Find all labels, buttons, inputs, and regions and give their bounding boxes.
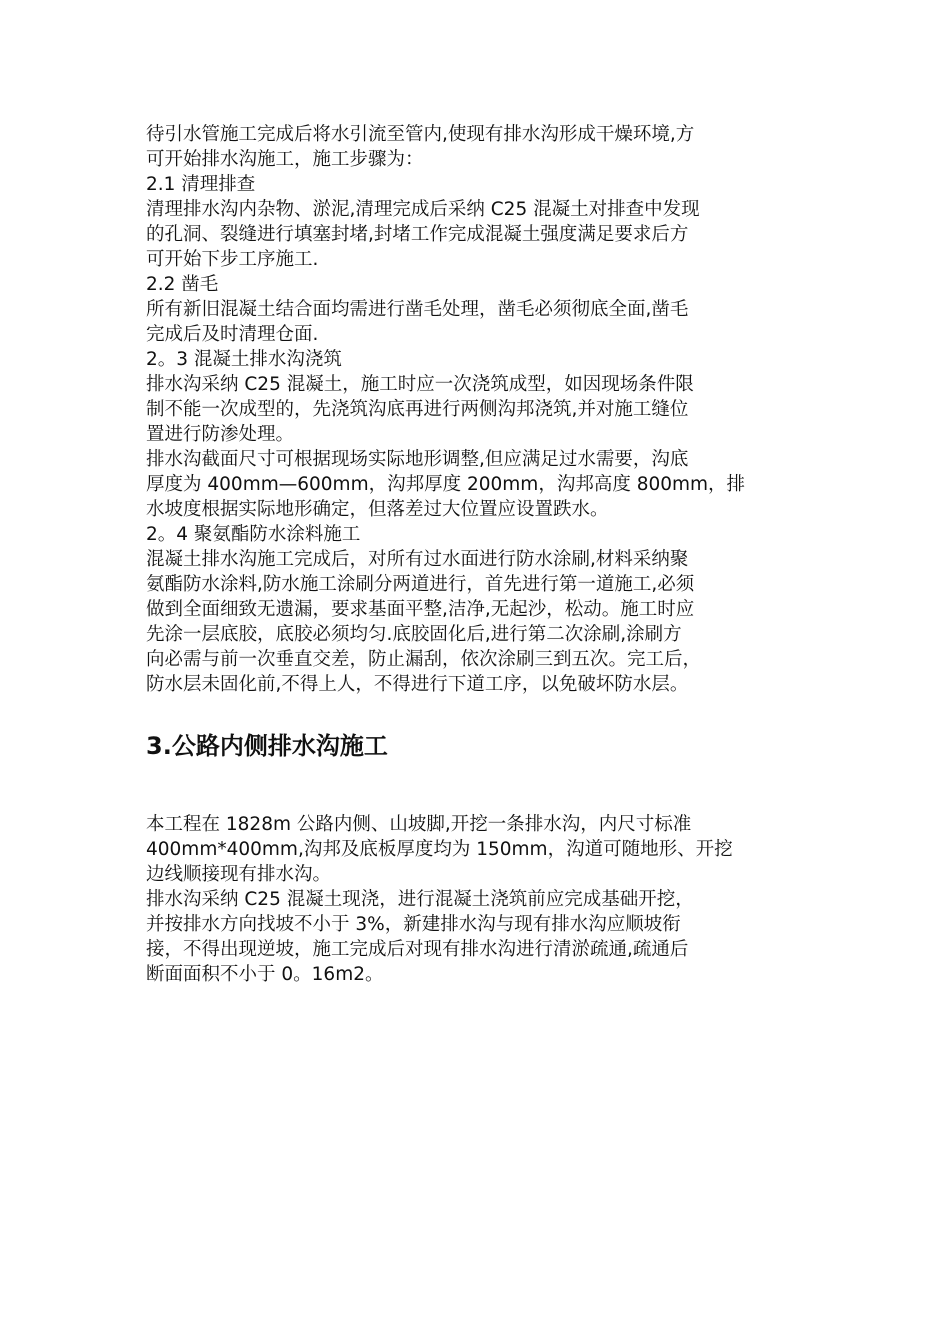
document-page bbox=[146, 122, 826, 987]
text-line: 向必需与前一次垂直交差，防止漏刮，依次涂刷三到五次。完工后， bbox=[146, 649, 702, 670]
text-line: 厚度为 400mm—600mm，沟邦厚度 200mm，沟邦高度 800mm，排 bbox=[146, 474, 746, 495]
text-line: 待引水管施工完成后将水引流至管内,使现有排水沟形成干燥环境,方 bbox=[146, 124, 695, 145]
text-line: 防水层未固化前,不得上人，不得进行下道工序，以免破坏防水层。 bbox=[146, 674, 689, 695]
text-line: 边线顺接现有排水沟。 bbox=[146, 864, 332, 885]
subheading-2-3: 2。3 混凝土排水沟浇筑 bbox=[146, 349, 342, 370]
text-line: 混凝土排水沟施工完成后，对所有过水面进行防水涂刷,材料采纳聚 bbox=[146, 549, 689, 570]
text-line: 排水沟截面尺寸可根据现场实际地形调整,但应满足过水需要，沟底 bbox=[146, 449, 689, 470]
text-line: 可开始下步工序施工. bbox=[146, 249, 319, 270]
section-3-heading: 3.公路内侧排水沟施工 bbox=[146, 732, 388, 760]
text-line: 排水沟采纳 C25 混凝土现浇，进行混凝土浇筑前应完成基础开挖， bbox=[146, 889, 694, 910]
text-line: 水坡度根据实际地形确定，但落差过大位置应设置跌水。 bbox=[146, 499, 609, 520]
text-line: 的孔洞、裂缝进行填塞封堵,封堵工作完成混凝土强度满足要求后方 bbox=[146, 224, 689, 245]
text-line: 断面面积不小于 0。16m2。 bbox=[146, 964, 384, 985]
text-line: 做到全面细致无遗漏，要求基面平整,洁净,无起沙，松动。施工时应 bbox=[146, 599, 695, 620]
text-line: 制不能一次成型的，先浇筑沟底再进行两侧沟邦浇筑,并对施工缝位 bbox=[146, 399, 689, 420]
subheading-2-4: 2。4 聚氨酯防水涂料施工 bbox=[146, 524, 361, 545]
text-line: 先涂一层底胶，底胶必须均匀.底胶固化后,进行第二次涂刷,涂刷方 bbox=[146, 624, 682, 645]
text-line: 并按排水方向找坡不小于 3%，新建排水沟与现有排水沟应顺坡衔 bbox=[146, 914, 681, 935]
text-line: 本工程在 1828m 公路内侧、山坡脚,开挖一条排水沟，内尺寸标准 bbox=[146, 814, 692, 835]
text-line: 清理排水沟内杂物、淤泥,清理完成后采纳 C25 混凝土对排查中发现 bbox=[146, 199, 700, 220]
text-line: 排水沟采纳 C25 混凝土，施工时应一次浇筑成型，如因现场条件限 bbox=[146, 374, 694, 395]
text-line: 所有新旧混凝土结合面均需进行凿毛处理，凿毛必须彻底全面,凿毛 bbox=[146, 299, 689, 320]
subheading-2-1: 2.1 清理排查 bbox=[146, 174, 256, 195]
text-line: 完成后及时清理仓面. bbox=[146, 324, 319, 345]
section-2-body bbox=[146, 122, 826, 697]
section-3-body bbox=[146, 812, 826, 987]
text-line: 可开始排水沟施工，施工步骤为： bbox=[146, 149, 424, 170]
text-line: 置进行防渗处理。 bbox=[146, 424, 295, 445]
text-line: 接，不得出现逆坡，施工完成后对现有排水沟进行清淤疏通,疏通后 bbox=[146, 939, 689, 960]
text-line: 氨酯防水涂料,防水施工涂刷分两道进行，首先进行第一道施工,必须 bbox=[146, 574, 695, 595]
text-line: 400mm*400mm,沟邦及底板厚度均为 150mm，沟道可随地形、开挖 bbox=[146, 839, 733, 860]
subheading-2-2: 2.2 凿毛 bbox=[146, 274, 219, 295]
